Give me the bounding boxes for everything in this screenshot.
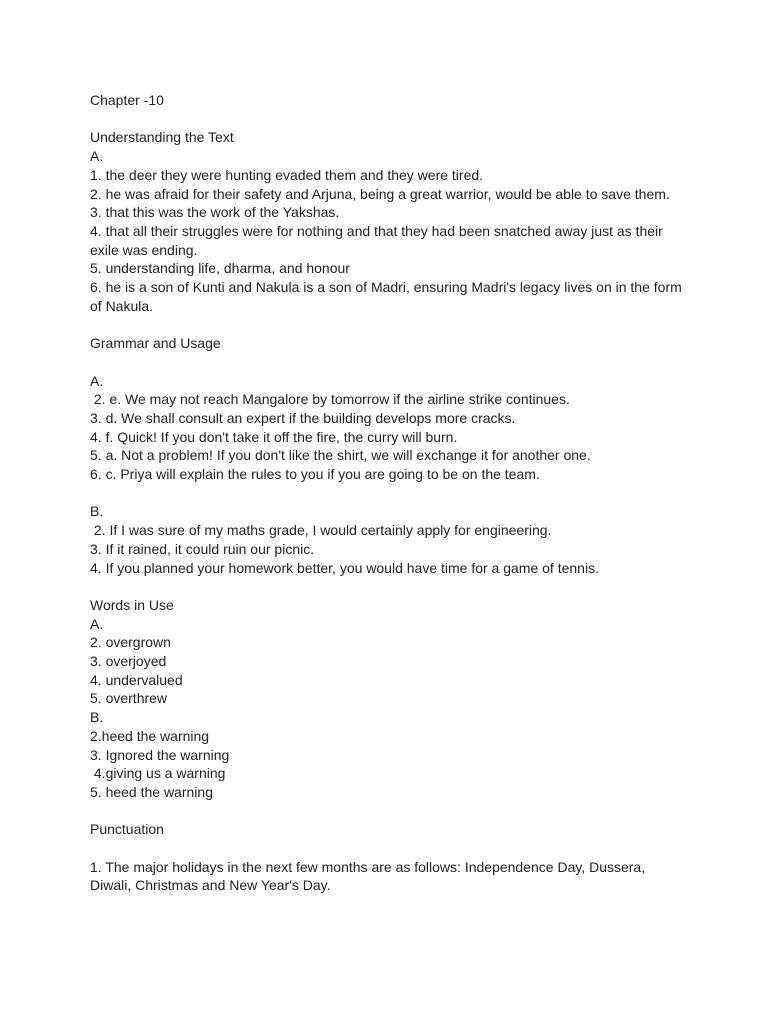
part-label-a: A. xyxy=(90,148,104,165)
spacer xyxy=(90,802,690,821)
section-heading-punctuation: Punctuation xyxy=(90,821,164,838)
spacer xyxy=(90,353,690,372)
answer-item: 4. If you planned your homework better, you would have time for a game of tennis. xyxy=(90,559,599,576)
answer-item: 2. e. We may not reach Mangalore by tomorrow if the airline strike continues. xyxy=(90,391,570,408)
answer-item: 2.heed the warning xyxy=(90,727,210,744)
answer-item: 5. understanding life, dharma, and honour xyxy=(90,260,350,277)
document-page xyxy=(90,91,690,895)
answer-item: 4. f. Quick! If you don't take it off the fire, the curry will burn. xyxy=(90,428,458,445)
spacer xyxy=(90,484,690,503)
answer-item: 3. overjoyed xyxy=(90,653,167,670)
spacer xyxy=(90,110,690,129)
answer-item: 2. If I was sure of my maths grade, I would certainly apply for engineering. xyxy=(90,522,552,539)
answer-item: 6. c. Priya will explain the rules to you if you are going to be on the team. xyxy=(90,466,540,483)
answer-item: 6. he is a son of Kunti and Nakula is a son of Madri, ensuring Madri's legacy lives on in the form of Nakula. xyxy=(90,279,686,314)
section-heading-understanding: Understanding the Text xyxy=(90,129,234,146)
answer-item: 2. overgrown xyxy=(90,634,171,651)
spacer xyxy=(90,839,690,858)
section-heading-words: Words in Use xyxy=(90,596,174,613)
answer-item: 4. that all their struggles were for nothing and that they had been snatched away just as their exile was ending. xyxy=(90,222,667,258)
answer-item: 5. overthrew xyxy=(90,690,168,707)
answer-item: 4. undervalued xyxy=(90,671,183,688)
answer-item: 5. heed the warning xyxy=(90,783,213,800)
answer-item: 5. a. Not a problem! If you don't like the shirt, we will exchange it for another one. xyxy=(90,447,591,464)
chapter-title: Chapter -10 xyxy=(90,92,164,108)
part-label-a: A. xyxy=(90,372,104,389)
section-heading-grammar: Grammar and Usage xyxy=(90,335,221,352)
answer-item: 4.giving us a warning xyxy=(90,765,226,782)
answer-item: 1. the deer they were hunting evaded them and they were tired. xyxy=(90,166,484,183)
part-label-a: A. xyxy=(90,615,104,632)
part-label-b: B. xyxy=(90,503,104,520)
part-label-b: B. xyxy=(90,709,104,726)
answer-item: 3. that this was the work of the Yakshas. xyxy=(90,204,340,221)
spacer xyxy=(90,315,690,334)
answer-item: 3. d. We shall consult an expert if the building develops more cracks. xyxy=(90,409,516,426)
answer-item: 3. Ignored the warning xyxy=(90,746,230,763)
answer-item: 2. he was afraid for their safety and Arjuna, being a great warrior, would be able to save them. xyxy=(90,185,670,202)
spacer xyxy=(90,577,690,596)
answer-item: 3. If it rained, it could ruin our picnic. xyxy=(90,540,315,557)
answer-item: 1. The major holidays in the next few months are as follows: Independence Day, Dussera, Diwali, Christmas and New Year's Day. xyxy=(90,858,650,894)
